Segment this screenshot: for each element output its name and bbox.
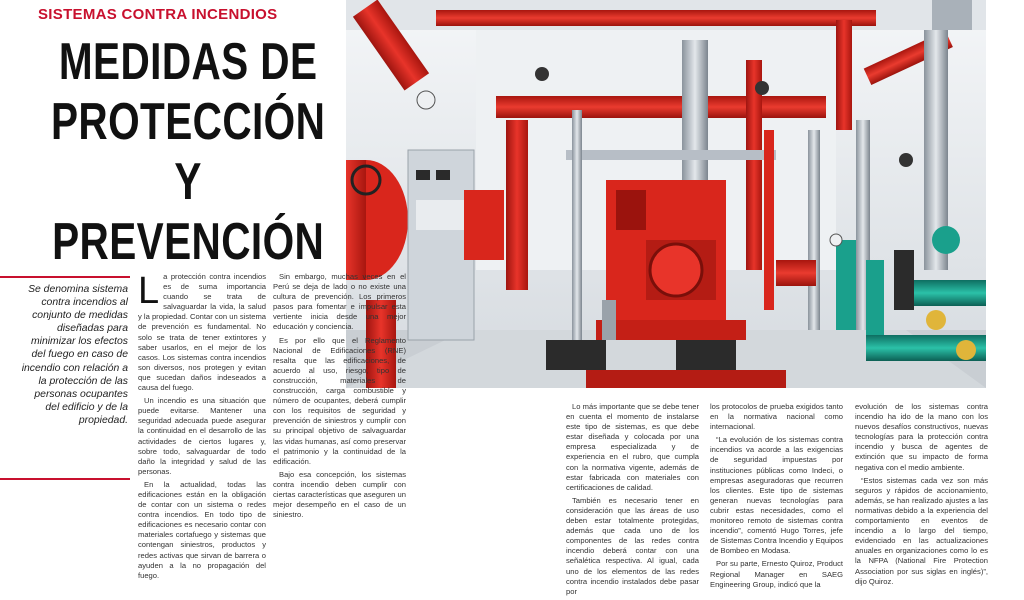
section-kicker: SISTEMAS CONTRA INCENDIOS (38, 6, 278, 23)
paragraph: “Estos sistemas cada vez son más seguros y rápidos de accionamiento, además, se han realizado ajustes a las normativas debido a la experiencia del comportamiento en eventos de incendio a lo largo del tiempo, evidenciado en las actualizaciones anuales en organizaciones como lo es la NFPA (National Fire Protection Association por sus siglas en inglés)”, dijo Quiroz. (855, 475, 988, 586)
paragraph: los protocolos de prueba exigidos tanto en la normativa nacional como internacional. (710, 402, 843, 432)
paragraph: Lo más importante que se debe tener en cuenta el momento de instalarse este tipo de sistemas, es que debe estar diseñada y colocada por una empresa especializada y de experiencia en el rubro, que cumpla con la normativa vigente, además de estar fabricada con materiales con certificaciones de calidad. (566, 402, 699, 492)
paragraph (138, 272, 266, 393)
paragraph: “La evolución de los sistemas contra incendios va acorde a las exigencias de seguridad impuestas por instituciones públicas como Indeci, o empresas aseguradoras que recurren los clientes. Este tipo de sistemas generan nuevas tecnologías para cubrir estas necesidades, como el monitoreo remoto de sistemas contra incendio”, comentó Hugo Torres, jefe de Sistemas Contra Incendio y Equipos de Bombeo en Modasa. (710, 435, 843, 556)
paragraph: Bajo esa concepción, los sistemas contra incendio deben cumplir con ciertas características que aseguren un mejor desempeño en el caso de un siniestro. (273, 469, 406, 520)
paragraph: También es necesario tener en consideración que las áreas de uso deben estar totalmente protegidas, además que cada uno de los componentes de las redes contra incendio deberá contar con una señalética respectiva. Al igual, cada uno de los elementos de las redes contra incendio instalados debe pasar por (566, 495, 699, 596)
lede-rule-bottom (0, 478, 130, 480)
fire-pump-room-photo (346, 0, 986, 388)
paragraph: Es por ello que el Reglamento Nacional de Edificaciones (RNE) resalta que las edificaciones, de acuerdo al uso, riesgo, tipo de construcción, materiales de construcción, carga combustible y número de ocupantes, deberá cumplir con los requisitos de seguridad y prevención de siniestros y cumplir con su principal objetivo de salvaguardar las vidas humanas, así como preservar el patrimonio y la continuidad de la edificación. (273, 335, 406, 466)
pump-room-illustration (346, 0, 986, 388)
lede-text: Se denomina sistema contra incendios al conjunto de medidas diseñadas para minimizar los efectos del fuego en caso de incendio con relación a la protección de las personas ocupantes del edificio y de la propiedad. (21, 284, 128, 426)
body-column-2 (273, 272, 406, 600)
paragraph: evolución de los sistemas contra incendio ha ido de la mano con los nuevos desafíos constructivos, nuevas tecnologías para la protección contra incendio y busca de agentes de extinción que su impacto de forma negativa con el medio ambiente. (855, 402, 988, 472)
paragraph: Por su parte, Ernesto Quiroz, Product Regional Manager en SAEG Engineering Group, indicó que la (710, 559, 843, 589)
body-column-3 (566, 402, 699, 600)
body-column-1 (138, 272, 266, 600)
paragraph-text: a protección contra incendios es de suma importancia cuando se trata de salvaguardar la vida, la salud y la propiedad. Contar con un sistema de prevención es fundamental. No solo se trata de tener extintores y saber usarlos, en el mejor de los casos. Los sistemas contra incendios son diversos, nos protegen y evitan que sucedan daños indeseados a causa del fuego. (138, 272, 266, 393)
paragraph: Sin embargo, muchas veces en el Perú se deja de lado o no existe una cultura de prevención. Los primeros pasos para fomentar e impulsar esta vertiente inicia desde una mejor educación y conciencia. (273, 272, 406, 332)
paragraph: En la actualidad, todas las edificaciones están en la obligación de contar con un sistema o redes contra incendios. En todo tipo de edificaciones es necesario contar con materiales cortafuego y sistemas que contengan siniestros, productos y redes activas que sirvan de barrera o ayuden a la no propagación del fuego. (138, 479, 266, 580)
article-title (38, 32, 338, 272)
drop-cap: L (138, 270, 160, 312)
title-line-1: MEDIDAS DE (58, 33, 318, 91)
paragraph: Un incendio es una situación que puede evitarse. Mantener una seguridad adecuada puede asegurar la continuidad en el desarrollo de las actividades de ciertos lugares y, sobre todo, salvaguardar de todo daño la integridad y salud de las personas. (138, 396, 266, 476)
title-line-3: PREVENCIÓN (52, 213, 325, 271)
title-line-2: PROTECCIÓN Y (50, 93, 326, 211)
body-column-4 (710, 402, 843, 600)
lede-rule-top (0, 276, 130, 278)
body-column-5 (855, 402, 988, 600)
